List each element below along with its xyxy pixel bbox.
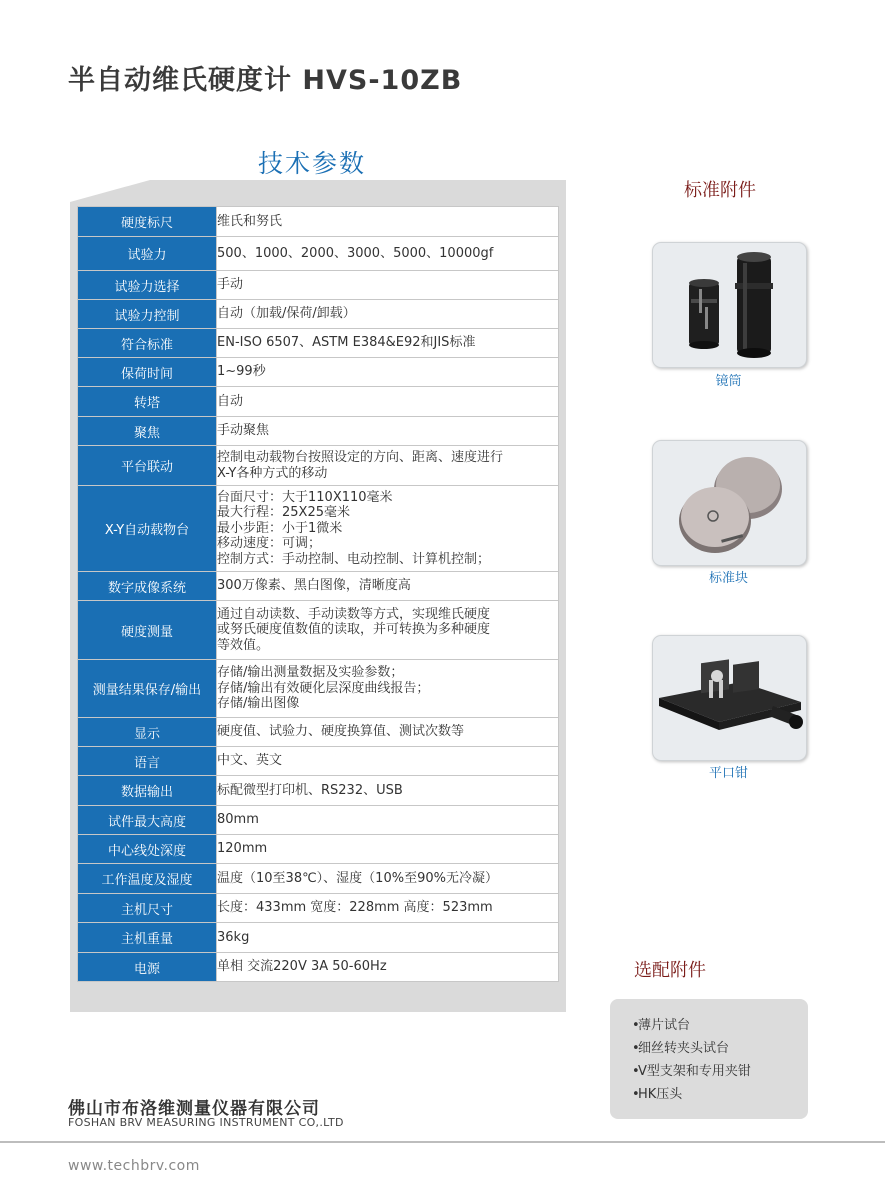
spec-value bbox=[217, 894, 559, 923]
spec-value-line: 控制方式：手动控制、电动控制、计算机控制； bbox=[217, 551, 491, 567]
list-item bbox=[610, 1083, 808, 1106]
table-row bbox=[78, 329, 559, 358]
table-row bbox=[78, 660, 559, 718]
spec-value-line: 或努氏硬度值数值的读取，并可转换为多种硬度 bbox=[217, 622, 491, 638]
spec-value-line: 手动 bbox=[217, 277, 244, 293]
company-name-en: FOSHAN BRV MEASURING INSTRUMENT CO,.LTD bbox=[68, 1116, 344, 1129]
website-link[interactable]: www.techbrv.com bbox=[68, 1158, 200, 1174]
spec-value-line: 存储/输出图像 bbox=[217, 696, 300, 712]
table-row bbox=[78, 806, 559, 835]
table-row bbox=[78, 207, 559, 237]
spec-label: 主机尺寸 bbox=[78, 894, 217, 923]
table-row bbox=[78, 417, 559, 446]
spec-value-line: 中文、英文 bbox=[217, 753, 283, 769]
footer-divider bbox=[0, 1141, 885, 1143]
bullet-icon: • bbox=[632, 1041, 640, 1056]
spec-label: 工作温度及湿度 bbox=[78, 864, 217, 894]
spec-label: 试件最大高度 bbox=[78, 806, 217, 835]
spec-value-line: 存储/输出测量数据及实验参数； bbox=[217, 665, 404, 681]
spec-value-line: EN-ISO 6507、ASTM E384&E92和JIS标准 bbox=[217, 335, 476, 351]
accessory-label: 镜筒 bbox=[715, 374, 742, 389]
bullet-icon: • bbox=[632, 1064, 640, 1079]
spec-value-line: X-Y各种方式的移动 bbox=[217, 465, 328, 481]
spec-value bbox=[217, 660, 559, 718]
spec-label: 转塔 bbox=[78, 387, 217, 417]
spec-value-line: 36kg bbox=[217, 929, 250, 945]
spec-value-line: 存储/输出有效硬化层深度曲线报告； bbox=[217, 680, 430, 696]
spec-label: 数字成像系统 bbox=[78, 572, 217, 601]
spec-value-line: 自动 bbox=[217, 393, 244, 409]
spec-value-line: 最小步距：小于1微米 bbox=[217, 520, 343, 536]
table-row bbox=[78, 894, 559, 923]
eyepiece-tube-image bbox=[653, 243, 806, 367]
spec-value-line: 手动聚焦 bbox=[217, 423, 270, 439]
table-row bbox=[78, 300, 559, 329]
spec-value-line: 等效值。 bbox=[217, 637, 270, 653]
spec-value bbox=[217, 207, 559, 237]
spec-value bbox=[217, 806, 559, 835]
table-row bbox=[78, 601, 559, 660]
table-row bbox=[78, 776, 559, 806]
spec-heading: 技术参数 bbox=[258, 149, 367, 178]
spec-value-line: 硬度值、试验力、硬度换算值、测试次数等 bbox=[217, 724, 465, 740]
spec-value bbox=[217, 300, 559, 329]
spec-value bbox=[217, 572, 559, 601]
spec-value bbox=[217, 271, 559, 300]
spec-value bbox=[217, 446, 559, 486]
table-row bbox=[78, 237, 559, 271]
spec-label: 试验力控制 bbox=[78, 300, 217, 329]
table-row bbox=[78, 747, 559, 776]
table-row bbox=[78, 718, 559, 747]
spec-label: 聚焦 bbox=[78, 417, 217, 446]
spec-label: 测量结果保存/输出 bbox=[78, 660, 217, 718]
optional-item-label: 细丝转夹头试台 bbox=[638, 1041, 730, 1056]
accessory-card-test-block bbox=[652, 440, 807, 566]
list-item bbox=[610, 1060, 808, 1083]
table-row bbox=[78, 446, 559, 486]
spec-value bbox=[217, 864, 559, 894]
company-name-cn: 佛山市布洛维测量仪器有限公司 bbox=[68, 1099, 320, 1119]
table-row bbox=[78, 953, 559, 982]
spec-label: 试验力 bbox=[78, 237, 217, 271]
spec-label: 显示 bbox=[78, 718, 217, 747]
standard-accessories-heading: 标准附件 bbox=[684, 180, 756, 201]
table-row bbox=[78, 923, 559, 953]
spec-value bbox=[217, 718, 559, 747]
spec-value bbox=[217, 358, 559, 387]
spec-value-line: 1~99秒 bbox=[217, 364, 266, 380]
spec-value bbox=[217, 953, 559, 982]
spec-value bbox=[217, 417, 559, 446]
table-row bbox=[78, 864, 559, 894]
spec-value-line: 120mm bbox=[217, 841, 268, 857]
spec-value bbox=[217, 237, 559, 271]
spec-value-line: 300万像素、黑白图像，清晰度高 bbox=[217, 578, 411, 594]
table-row bbox=[78, 572, 559, 601]
spec-value bbox=[217, 329, 559, 358]
spec-value-line: 控制电动载物台按照设定的方向、距离、速度进行 bbox=[217, 450, 504, 465]
spec-value-line: 移动速度：可调； bbox=[217, 536, 322, 552]
accessory-card-eyepiece-tube bbox=[652, 242, 807, 368]
spec-value bbox=[217, 835, 559, 864]
spec-value bbox=[217, 747, 559, 776]
bullet-icon: • bbox=[632, 1087, 640, 1102]
spec-label: 保荷时间 bbox=[78, 358, 217, 387]
accessory-label: 标准块 bbox=[708, 571, 748, 586]
spec-value bbox=[217, 486, 559, 572]
spec-label: 试验力选择 bbox=[78, 271, 217, 300]
spec-value bbox=[217, 776, 559, 806]
spec-label: 电源 bbox=[78, 953, 217, 982]
spec-label: 中心线处深度 bbox=[78, 835, 217, 864]
spec-label: 硬度测量 bbox=[78, 601, 217, 660]
page-title: 半自动维氏硬度计 HVS-10ZB bbox=[68, 65, 463, 96]
accessory-card-flat-vise bbox=[652, 635, 807, 761]
optional-item-label: V型支架和专用夹钳 bbox=[638, 1064, 751, 1079]
spec-label: 语言 bbox=[78, 747, 217, 776]
list-item bbox=[610, 1037, 808, 1060]
accessory-label: 平口钳 bbox=[708, 766, 748, 781]
spec-value-line: 500、1000、2000、3000、5000、10000gf bbox=[217, 245, 494, 261]
spec-label: 主机重量 bbox=[78, 923, 217, 953]
spec-value-line: 温度（10至38℃）、湿度（10%至90%无冷凝） bbox=[217, 870, 498, 886]
spec-value-line: 80mm bbox=[217, 812, 259, 828]
spec-value-line: 长度：433mm 宽度：228mm 高度：523mm bbox=[217, 900, 493, 916]
table-row bbox=[78, 387, 559, 417]
spec-value-line: 自动（加载/保荷/卸载） bbox=[217, 306, 356, 322]
spec-value bbox=[217, 601, 559, 660]
spec-table bbox=[77, 206, 559, 982]
spec-value-line: 最大行程：25X25毫米 bbox=[217, 505, 350, 521]
spec-label: X-Y自动载物台 bbox=[78, 486, 217, 572]
test-block-image bbox=[653, 441, 806, 565]
spec-label: 数据输出 bbox=[78, 776, 217, 806]
optional-item-label: HK压头 bbox=[638, 1087, 683, 1102]
spec-value bbox=[217, 923, 559, 953]
optional-accessories-heading: 选配附件 bbox=[634, 960, 706, 981]
table-row bbox=[78, 835, 559, 864]
spec-value-line: 标配微型打印机、RS232、USB bbox=[217, 782, 403, 798]
spec-value-line: 维氏和努氏 bbox=[217, 213, 283, 229]
spec-label: 平台联动 bbox=[78, 446, 217, 486]
spec-value-line: 台面尺寸：大于110X110毫米 bbox=[217, 489, 393, 505]
table-row bbox=[78, 358, 559, 387]
spec-label: 符合标准 bbox=[78, 329, 217, 358]
spec-value-line: 单相 交流220V 3A 50-60Hz bbox=[217, 959, 387, 975]
spec-label: 硬度标尺 bbox=[78, 207, 217, 237]
list-item bbox=[610, 1014, 808, 1037]
table-row bbox=[78, 271, 559, 300]
bullet-icon: • bbox=[632, 1018, 640, 1033]
optional-accessories-list bbox=[610, 999, 808, 1119]
table-row bbox=[78, 486, 559, 572]
optional-item-label: 薄片试台 bbox=[638, 1018, 691, 1033]
spec-value-line: 通过自动读数、手动读数等方式，实现维氏硬度 bbox=[217, 606, 491, 622]
flat-vise-image bbox=[653, 636, 806, 760]
spec-value bbox=[217, 387, 559, 417]
